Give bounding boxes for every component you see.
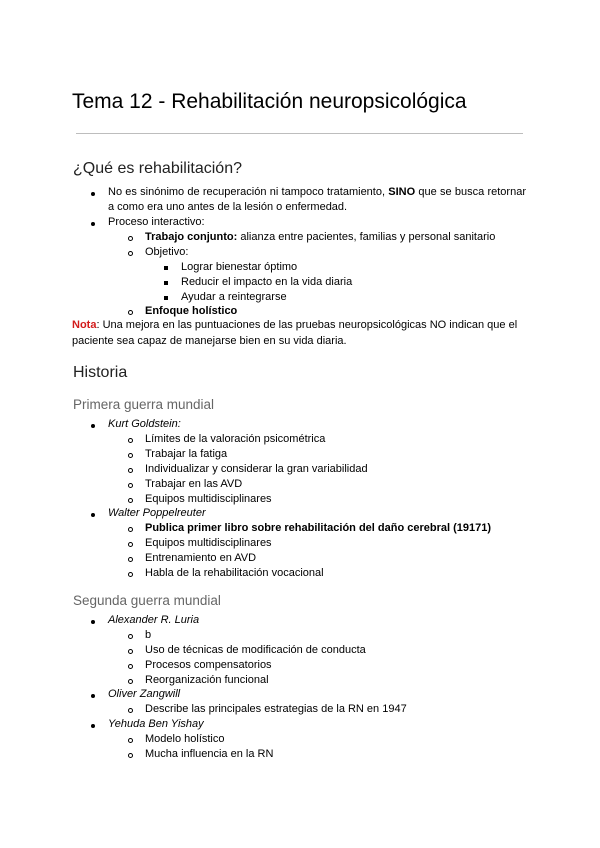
hollow-bullet-icon — [128, 708, 133, 713]
hollow-bullet-icon — [128, 572, 133, 577]
list-item: b — [145, 629, 152, 641]
hollow-bullet-icon — [128, 310, 133, 315]
bullet-icon — [91, 513, 95, 517]
list-item: Entrenamiento en AVD — [145, 552, 257, 564]
list-item: Trabajar en las AVD — [145, 478, 243, 490]
list-item: Describe las principales estrategias de la RN en 1947 — [145, 703, 407, 715]
bullet-icon — [91, 192, 95, 196]
subsection-heading-ww1: Primera guerra mundial — [73, 397, 215, 412]
list-item: Enfoque holístico — [145, 305, 238, 317]
hollow-bullet-icon — [128, 664, 133, 669]
hollow-bullet-icon — [128, 542, 133, 547]
list-item: Publica primer libro sobre rehabilitación del daño cerebral (19171) — [145, 522, 492, 534]
bullet-icon — [91, 694, 95, 698]
hollow-bullet-icon — [128, 468, 133, 473]
section-heading-historia: Historia — [73, 364, 128, 381]
bullet-icon — [91, 620, 95, 624]
list-item: Objetivo: — [145, 246, 189, 258]
bullet-icon — [91, 724, 95, 728]
list-item: Equipos multidisciplinares — [145, 537, 272, 549]
list-item: Equipos multidisciplinares — [145, 493, 272, 505]
list-item: Ayudar a reintegrarse — [181, 291, 287, 303]
person-name: Kurt Goldstein: — [108, 418, 181, 430]
hollow-bullet-icon — [128, 634, 133, 639]
bullet-icon — [91, 424, 95, 428]
title-divider — [76, 133, 523, 134]
list-item: Uso de técnicas de modificación de conducta — [145, 644, 366, 656]
hollow-bullet-icon — [128, 753, 133, 758]
bullet-icon — [91, 222, 95, 226]
hollow-bullet-icon — [128, 498, 133, 503]
person-name: Oliver Zangwill — [108, 688, 181, 700]
hollow-bullet-icon — [128, 679, 133, 684]
list-item: Modelo holístico — [145, 733, 225, 745]
note-paragraph: Nota: Una mejora en las puntuaciones de las pruebas neuropsicológicas NO indican que el paciente sea capaz de manejarse bien en su vida diaria. — [72, 319, 518, 347]
hollow-bullet-icon — [128, 453, 133, 458]
list-item: Trabajo conjunto: alianza entre pacientes, familias y personal sanitario — [145, 231, 496, 243]
person-name: Yehuda Ben Yishay — [108, 718, 204, 730]
list-item: Individualizar y considerar la gran variabilidad — [145, 463, 368, 475]
list-item: Trabajar la fatiga — [145, 448, 228, 460]
hollow-bullet-icon — [128, 483, 133, 488]
list-item: Lograr bienestar óptimo — [181, 261, 298, 273]
person-name: Alexander R. Luria — [108, 614, 200, 626]
list-item: Reducir el impacto en la vida diaria — [181, 276, 353, 288]
section-heading-rehabilitacion: ¿Qué es rehabilitación? — [73, 160, 242, 177]
list-item: Límites de la valoración psicométrica — [145, 433, 326, 445]
hollow-bullet-icon — [128, 438, 133, 443]
list-item: Procesos compensatorios — [145, 659, 272, 671]
hollow-bullet-icon — [128, 557, 133, 562]
hollow-bullet-icon — [128, 236, 133, 241]
square-bullet-icon — [164, 296, 168, 300]
person-name: Walter Poppelreuter — [108, 507, 206, 519]
square-bullet-icon — [164, 266, 168, 270]
list-item: Reorganización funcional — [145, 674, 269, 686]
square-bullet-icon — [164, 281, 168, 285]
list-item: Habla de la rehabilitación vocacional — [145, 567, 324, 579]
list-item: Proceso interactivo: — [108, 216, 205, 228]
hollow-bullet-icon — [128, 527, 133, 532]
hollow-bullet-icon — [128, 649, 133, 654]
hollow-bullet-icon — [128, 251, 133, 256]
subsection-heading-ww2: Segunda guerra mundial — [73, 593, 221, 608]
page-title: Tema 12 - Rehabilitación neuropsicológica — [72, 90, 467, 113]
note-label: Nota — [72, 319, 97, 331]
definition-paragraph: No es sinónimo de recuperación ni tampoco tratamiento, SINO que se busca retornar a como era uno antes de la lesión o enfermedad. — [108, 186, 526, 213]
list-item: Mucha influencia en la RN — [145, 748, 274, 760]
hollow-bullet-icon — [128, 738, 133, 743]
sino-emphasis: SINO — [388, 186, 416, 198]
